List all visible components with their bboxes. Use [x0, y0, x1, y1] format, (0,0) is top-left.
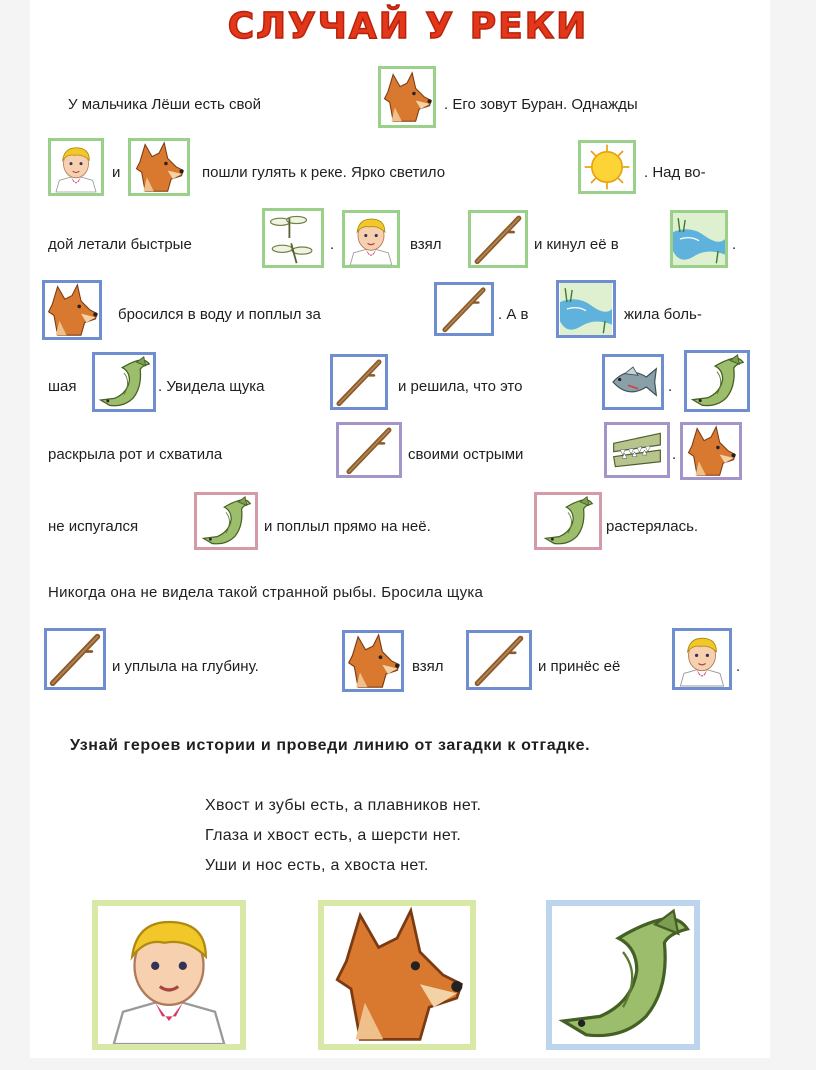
boy-icon: [672, 628, 732, 690]
story-text: Никогда она не видела такой странной рыбы. Бросила щука: [48, 584, 484, 601]
story-line-6: [48, 418, 748, 484]
answer-pike-picture[interactable]: [546, 900, 700, 1050]
answer-dog-picture[interactable]: [318, 900, 476, 1050]
story-line-3: [48, 206, 748, 272]
story-text: и поплыл прямо на неё.: [264, 518, 431, 535]
pike-icon: [92, 352, 156, 412]
riddle-3: Уши и нос есть, а хвоста нет.: [205, 857, 429, 874]
river-icon: [556, 280, 616, 338]
story-text: .: [732, 236, 737, 253]
story-text: растерялась.: [606, 518, 699, 535]
dragonfly-icon: [262, 208, 324, 268]
pike-icon: [534, 492, 602, 550]
stick-icon: [44, 628, 106, 690]
story-text: .: [668, 378, 673, 395]
stick-icon: [434, 282, 494, 336]
story-text: . Его зовут Буран. Однажды: [444, 96, 638, 113]
teeth-icon: [604, 422, 670, 478]
story-text: . А в: [498, 306, 529, 323]
story-line-5: [48, 348, 748, 414]
story-text: .: [736, 658, 741, 675]
story-text: и решила, что это: [398, 378, 523, 395]
story-text: и уплыла на глубину.: [112, 658, 259, 675]
story-text: взял: [410, 236, 442, 253]
dog-icon: [128, 138, 190, 196]
pike-icon: [552, 906, 694, 1044]
story-text: .: [672, 446, 677, 463]
dog-icon: [378, 66, 436, 128]
dog-icon: [42, 280, 102, 340]
sun-icon: [578, 140, 636, 194]
story-text: У мальчика Лёши есть свой: [68, 96, 261, 113]
story-line-4: [48, 278, 748, 344]
fish-icon: [602, 354, 664, 410]
stick-icon: [336, 422, 402, 478]
story-text: раскрыла рот и схватила: [48, 446, 223, 463]
story-text: пошли гулять к реке. Ярко светило: [202, 164, 446, 181]
story-line-7: [48, 488, 748, 554]
stick-icon: [466, 630, 532, 690]
pike-icon: [684, 350, 750, 412]
boy-icon: [48, 138, 104, 196]
page-title: СЛУЧАЙ У РЕКИ: [227, 6, 589, 47]
stick-icon: [330, 354, 388, 410]
story-text: бросился в воду и поплыл за: [118, 306, 321, 323]
task-instruction: Узнай героев истории и проведи линию от загадки к отгадке.: [70, 737, 591, 754]
answer-boy-picture[interactable]: [92, 900, 246, 1050]
story-text: .: [330, 236, 335, 253]
story-line-2: [48, 138, 748, 204]
dog-icon: [342, 630, 404, 692]
boy-icon: [342, 210, 400, 268]
dog-icon: [680, 422, 742, 480]
stick-icon: [468, 210, 528, 268]
story-text: и кинул её в: [534, 236, 619, 253]
story-text: взял: [412, 658, 444, 675]
story-text: . Увидела щука: [158, 378, 265, 395]
story-line-9: [48, 624, 748, 690]
boy-icon: [98, 906, 240, 1044]
river-icon: [670, 210, 728, 268]
riddle-1: Хвост и зубы есть, а плавников нет.: [205, 797, 482, 814]
story-text: . Над во-: [644, 164, 706, 181]
story-text: и принёс её: [538, 658, 621, 675]
dog-icon: [324, 906, 470, 1044]
story-text: своими острыми: [408, 446, 524, 463]
story-text: жила боль-: [624, 306, 702, 323]
story-text: шая: [48, 378, 77, 395]
story-text: не испугался: [48, 518, 139, 535]
pike-icon: [194, 492, 258, 550]
story-text: и: [112, 164, 121, 181]
story-text: дой летали быстрые: [48, 236, 192, 253]
story-line-1: [48, 66, 748, 132]
riddle-2: Глаза и хвост есть, а шерсти нет.: [205, 827, 462, 844]
